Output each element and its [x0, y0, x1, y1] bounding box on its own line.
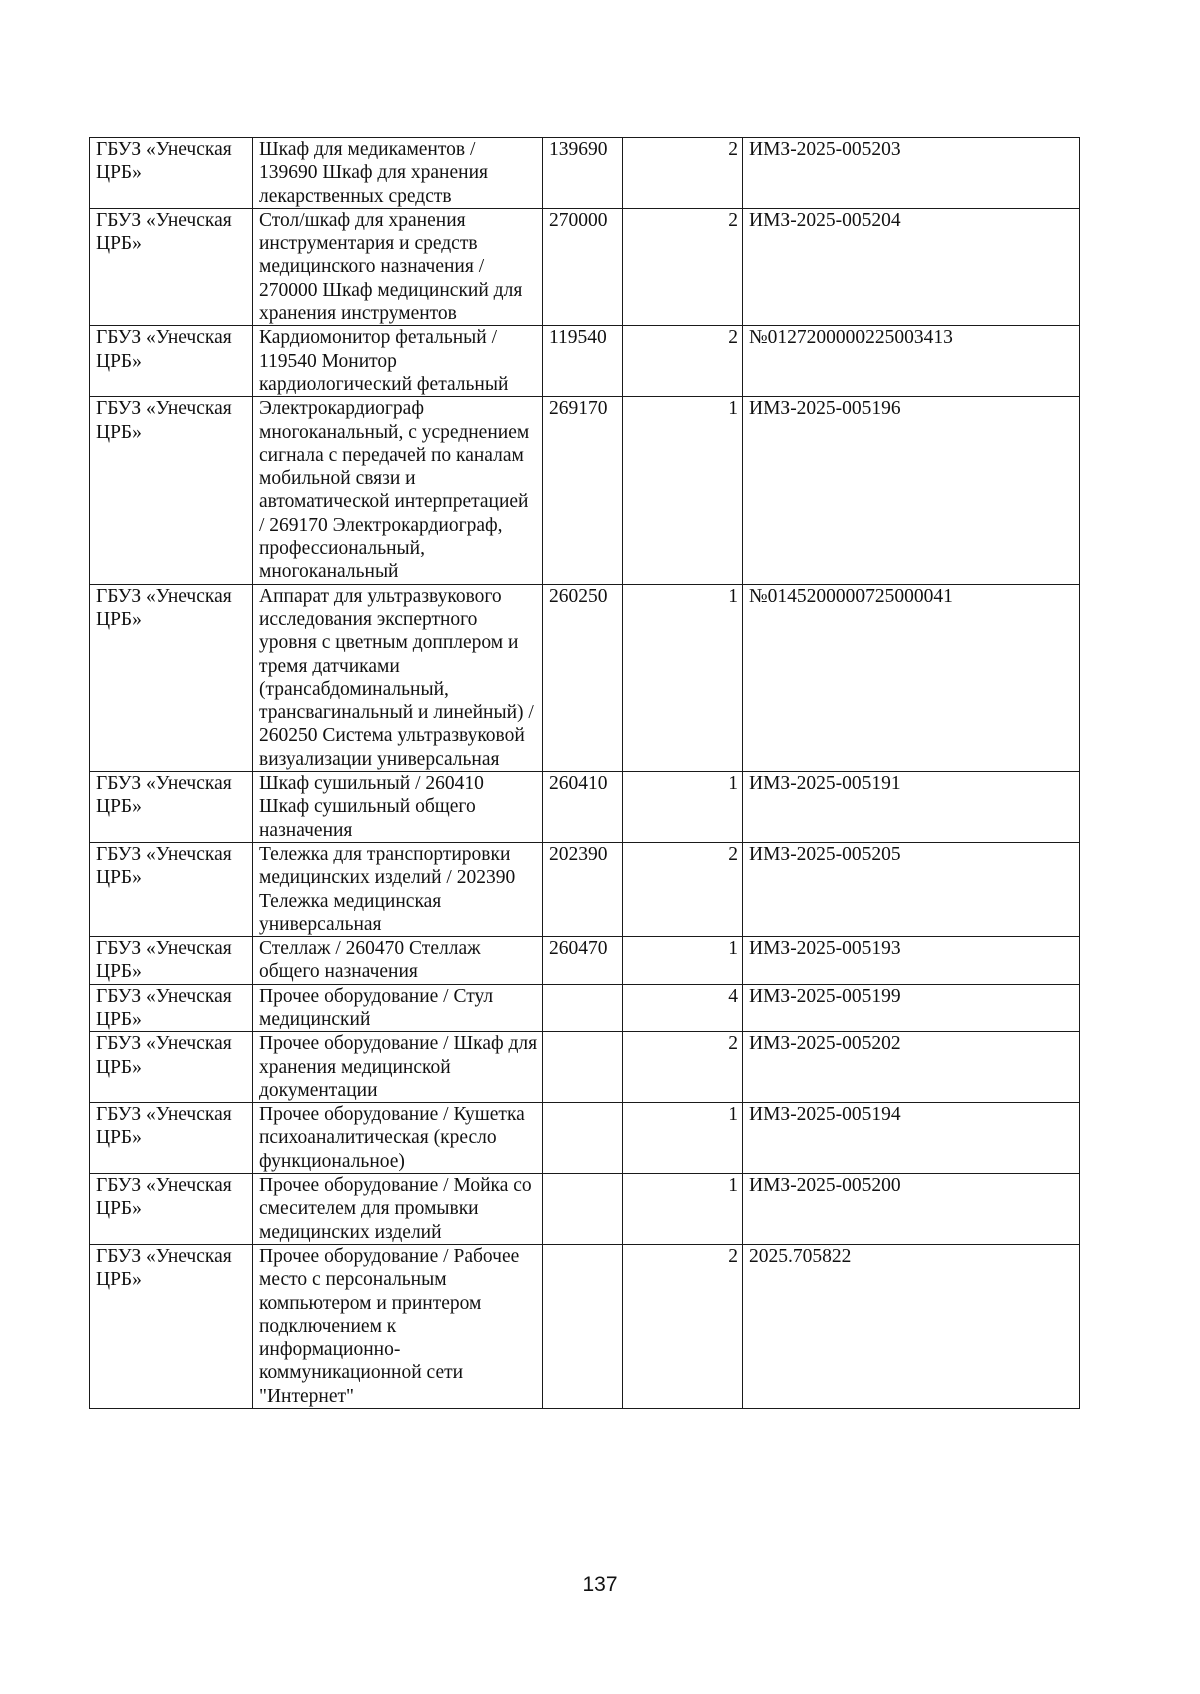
equipment-name-cell: Стол/шкаф для хранения инструментария и средств медицинского назначения / 270000 Шкаф медицинский для хранения инструментов	[253, 208, 543, 325]
table-row	[90, 772, 1080, 843]
equipment-name-cell: Прочее оборудование / Рабочее место с персональным компьютером и принтером подключением к информационно-коммуникационной сети "Интернет"	[253, 1244, 543, 1408]
equipment-name-cell: Электрокардиограф многоканальный, с усреднением сигнала с передачей по каналам мобильной связи и автоматической интерпретацией / 269170 Электрокардиограф, профессиональный, многоканальный	[253, 397, 543, 584]
table-row	[90, 584, 1080, 771]
equipment-name-cell: Шкаф сушильный / 260410 Шкаф сушильный общего назначения	[253, 772, 543, 843]
equipment-name-cell: Аппарат для ультразвукового исследования экспертного уровня с цветным допплером и тремя датчиками (трансабдоминальный, трансвагинальный и линейный) / 260250 Система ультразвуковой визуализации универсальная	[253, 584, 543, 771]
quantity-cell: 1	[623, 937, 743, 985]
table-row	[90, 984, 1080, 1032]
registration-number-cell: ИМЗ-2025-005191	[743, 772, 1080, 843]
equipment-code-cell	[543, 1032, 623, 1103]
quantity-cell: 1	[623, 772, 743, 843]
page-number: 137	[582, 1573, 618, 1596]
organization-cell: ГБУЗ «Унечская ЦРБ»	[90, 1244, 253, 1408]
equipment-code-cell: 269170	[543, 397, 623, 584]
organization-cell: ГБУЗ «Унечская ЦРБ»	[90, 138, 253, 209]
registration-number-cell: ИМЗ-2025-005202	[743, 1032, 1080, 1103]
table-row	[90, 397, 1080, 584]
quantity-cell: 1	[623, 1174, 743, 1245]
organization-cell: ГБУЗ «Унечская ЦРБ»	[90, 772, 253, 843]
quantity-cell: 1	[623, 584, 743, 771]
organization-cell: ГБУЗ «Унечская ЦРБ»	[90, 984, 253, 1032]
quantity-cell: 2	[623, 1244, 743, 1408]
equipment-name-cell: Кардиомонитор фетальный / 119540 Монитор кардиологический фетальный	[253, 326, 543, 397]
quantity-cell: 2	[623, 1032, 743, 1103]
table-row	[90, 1032, 1080, 1103]
quantity-cell: 2	[623, 326, 743, 397]
equipment-code-cell: 139690	[543, 138, 623, 209]
equipment-code-cell	[543, 1174, 623, 1245]
quantity-cell: 1	[623, 397, 743, 584]
table-row	[90, 1103, 1080, 1174]
table-row	[90, 937, 1080, 985]
equipment-code-cell: 119540	[543, 326, 623, 397]
equipment-code-cell: 270000	[543, 208, 623, 325]
quantity-cell: 1	[623, 1103, 743, 1174]
table-row	[90, 1174, 1080, 1245]
registration-number-cell: ИМЗ-2025-005204	[743, 208, 1080, 325]
table-row	[90, 1244, 1080, 1408]
registration-number-cell: 2025.705822	[743, 1244, 1080, 1408]
equipment-table	[89, 137, 1080, 1409]
registration-number-cell: ИМЗ-2025-005199	[743, 984, 1080, 1032]
equipment-name-cell: Прочее оборудование / Стул медицинский	[253, 984, 543, 1032]
organization-cell: ГБУЗ «Унечская ЦРБ»	[90, 842, 253, 936]
equipment-code-cell	[543, 1103, 623, 1174]
registration-number-cell: ИМЗ-2025-005196	[743, 397, 1080, 584]
table-row	[90, 326, 1080, 397]
table-row	[90, 208, 1080, 325]
organization-cell: ГБУЗ «Унечская ЦРБ»	[90, 937, 253, 985]
registration-number-cell: ИМЗ-2025-005194	[743, 1103, 1080, 1174]
equipment-code-cell	[543, 1244, 623, 1408]
quantity-cell: 2	[623, 208, 743, 325]
quantity-cell: 2	[623, 138, 743, 209]
equipment-name-cell: Прочее оборудование / Кушетка психоаналитическая (кресло функциональное)	[253, 1103, 543, 1174]
equipment-code-cell: 260470	[543, 937, 623, 985]
quantity-cell: 2	[623, 842, 743, 936]
registration-number-cell: ИМЗ-2025-005205	[743, 842, 1080, 936]
registration-number-cell: ИМЗ-2025-005203	[743, 138, 1080, 209]
organization-cell: ГБУЗ «Унечская ЦРБ»	[90, 584, 253, 771]
organization-cell: ГБУЗ «Унечская ЦРБ»	[90, 208, 253, 325]
table-row	[90, 138, 1080, 209]
equipment-name-cell: Прочее оборудование / Мойка со смесителем для промывки медицинских изделий	[253, 1174, 543, 1245]
registration-number-cell: ИМЗ-2025-005200	[743, 1174, 1080, 1245]
organization-cell: ГБУЗ «Унечская ЦРБ»	[90, 1032, 253, 1103]
equipment-name-cell: Шкаф для медикаментов / 139690 Шкаф для хранения лекарственных средств	[253, 138, 543, 209]
registration-number-cell: №0127200000225003413	[743, 326, 1080, 397]
registration-number-cell: №0145200000725000041	[743, 584, 1080, 771]
equipment-code-cell	[543, 984, 623, 1032]
organization-cell: ГБУЗ «Унечская ЦРБ»	[90, 1103, 253, 1174]
organization-cell: ГБУЗ «Унечская ЦРБ»	[90, 326, 253, 397]
equipment-code-cell: 260250	[543, 584, 623, 771]
registration-number-cell: ИМЗ-2025-005193	[743, 937, 1080, 985]
equipment-code-cell: 202390	[543, 842, 623, 936]
equipment-name-cell: Стеллаж / 260470 Стеллаж общего назначения	[253, 937, 543, 985]
equipment-code-cell: 260410	[543, 772, 623, 843]
quantity-cell: 4	[623, 984, 743, 1032]
equipment-name-cell: Тележка для транспортировки медицинских изделий / 202390 Тележка медицинская универсальная	[253, 842, 543, 936]
table-row	[90, 842, 1080, 936]
organization-cell: ГБУЗ «Унечская ЦРБ»	[90, 1174, 253, 1245]
organization-cell: ГБУЗ «Унечская ЦРБ»	[90, 397, 253, 584]
equipment-name-cell: Прочее оборудование / Шкаф для хранения медицинской документации	[253, 1032, 543, 1103]
